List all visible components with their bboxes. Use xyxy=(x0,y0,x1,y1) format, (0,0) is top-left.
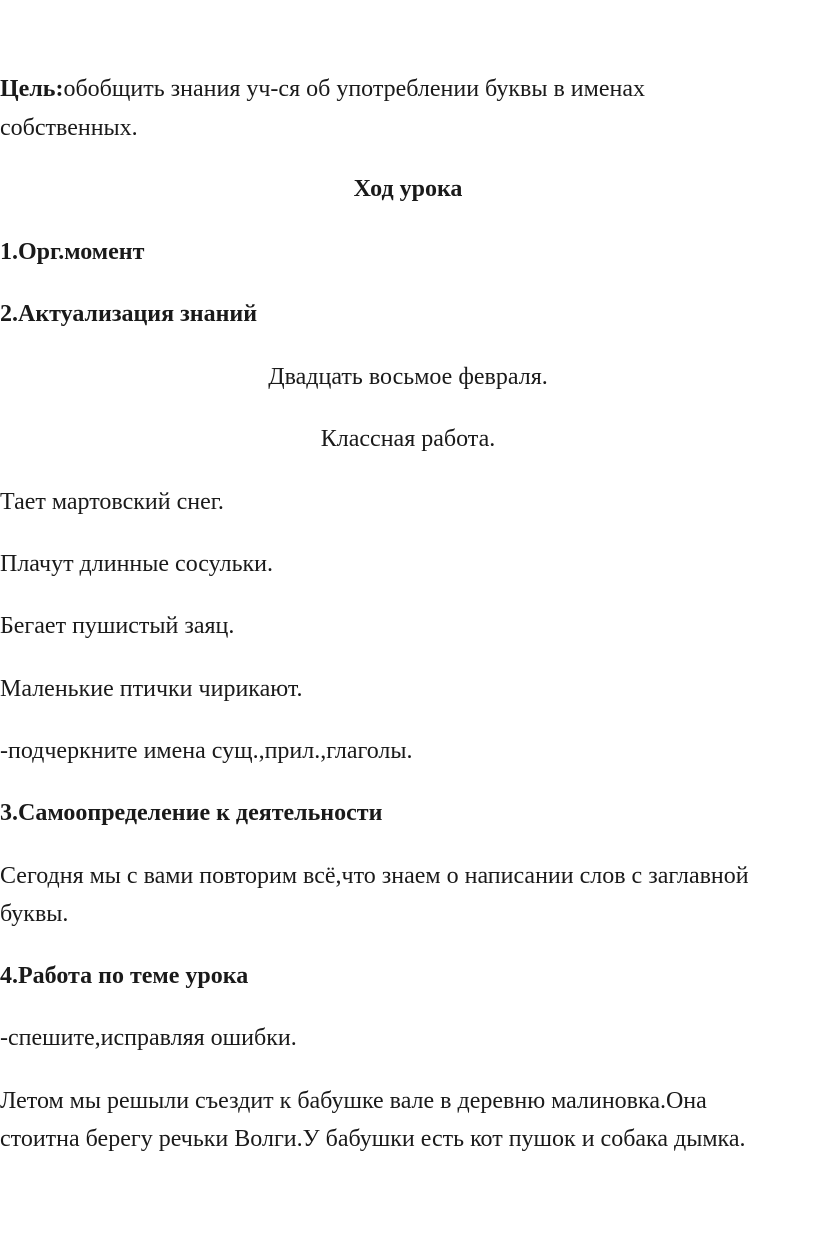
self-determination-text-1: Сегодня мы с вами повторим всё,что знаем о написании слов с заглавной xyxy=(0,863,749,889)
exercise-text-1: Летом мы решыли съездит к бабушке вале в деревню малиновка.Она xyxy=(0,1088,707,1114)
task-underline: -подчеркните имена сущ.,прил.,глаголы. xyxy=(0,738,413,764)
board-class-work: Классная работа. xyxy=(320,426,496,452)
self-determination-text-2: буквы. xyxy=(0,901,69,927)
section-actualization: 2.Актуализация знаний xyxy=(0,301,258,327)
section-self-determination: 3.Самоопределение к деятельности xyxy=(0,800,383,826)
task-copy: -спешите,исправляя ошибки. xyxy=(0,1025,297,1051)
sentence-2: Плачут длинные сосульки. xyxy=(0,551,274,577)
section-work-on-topic: 4.Работа по теме урока xyxy=(0,963,249,989)
goal-line-2: собственных. xyxy=(0,115,138,141)
sentence-3: Бегает пушистый заяц. xyxy=(0,613,235,639)
sentence-4: Маленькие птички чирикают. xyxy=(0,676,303,702)
goal-line-1 xyxy=(0,77,645,101)
goal-text: обобщить знания уч-ся об употреблении буквы в именах xyxy=(63,76,645,102)
goal-label: Цель: xyxy=(0,76,64,102)
board-date: Двадцать восьмое февраля. xyxy=(268,364,548,390)
lesson-heading: Ход урока xyxy=(353,176,463,202)
section-org-moment: 1.Орг.момент xyxy=(0,239,145,265)
exercise-text-2: стоитна берегу речьки Волги.У бабушки есть кот пушок и собака дымка. xyxy=(0,1126,746,1152)
sentence-1: Тает мартовский снег. xyxy=(0,489,224,515)
